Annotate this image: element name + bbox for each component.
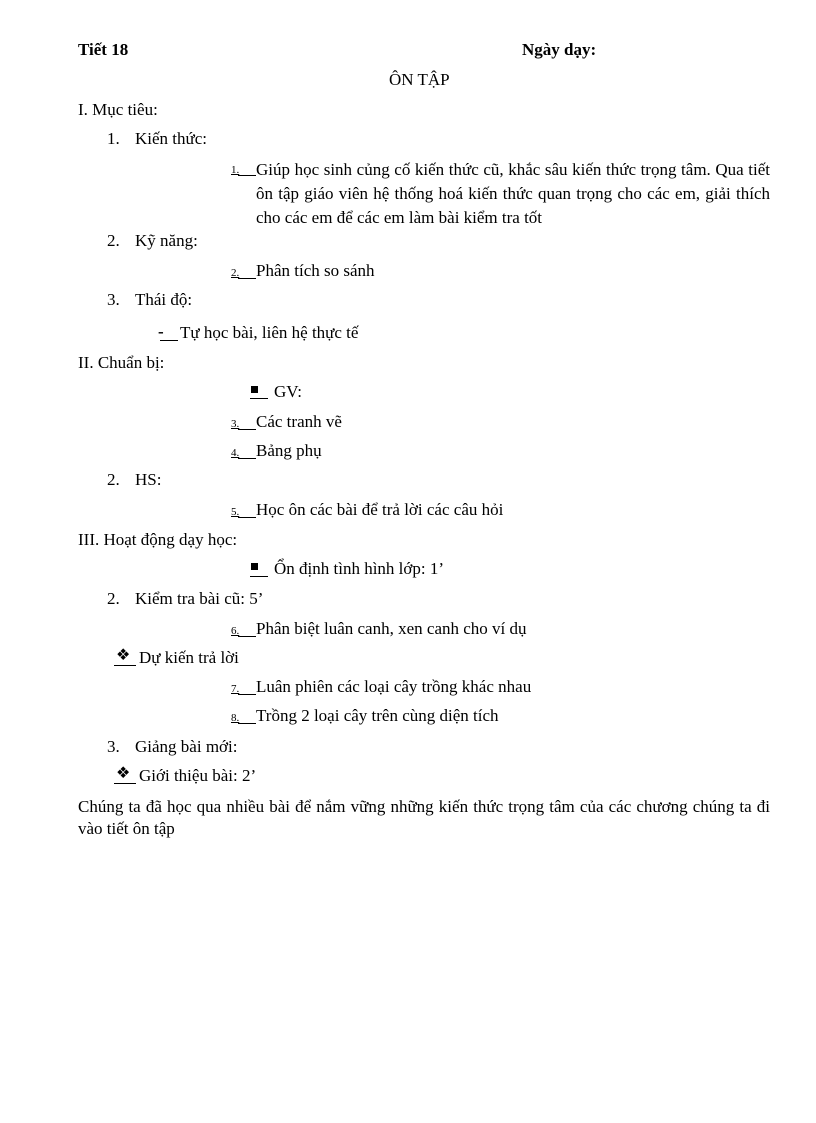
- date-label: Ngày dạy:: [522, 40, 597, 59]
- hs-item-text: Học ôn các bài để trả lời các câu hỏi: [256, 500, 504, 519]
- diamond-bullet-icon: ❖: [116, 763, 131, 782]
- list-number: 3.: [231, 418, 240, 430]
- list-dash: [238, 429, 256, 430]
- list-dash: [238, 458, 256, 459]
- list-number: 6.: [231, 625, 240, 637]
- list-dash: [238, 636, 256, 637]
- list-dash: [238, 278, 256, 279]
- list-number: 4.: [231, 447, 240, 459]
- diamond-bullet-icon: ❖: [116, 645, 131, 664]
- gv-item-text: Bảng phụ: [256, 441, 322, 460]
- list-number: 1.: [231, 164, 240, 176]
- expected-item-text: Luân phiên các loại cây trồng khác nhau: [256, 677, 532, 696]
- section-activities-heading: III. Hoạt động dạy học:: [78, 530, 238, 549]
- attitude-label: Thái độ:: [135, 290, 193, 309]
- page-title: ÔN TẬP: [389, 70, 450, 89]
- list-dash: [238, 175, 256, 176]
- expected-item-text: Trồng 2 loại cây trên cùng diện tích: [256, 706, 499, 725]
- list-dash: [250, 576, 268, 577]
- skills-label: Kỹ năng:: [135, 231, 198, 250]
- stabilize-text: Ổn định tình hình lớp: 1’: [274, 559, 445, 578]
- hs-number: 2.: [107, 470, 120, 489]
- intro-paragraph: Chúng ta đã học qua nhiều bài để nắm vững những kiến thức trọng tâm của các chương chúng ta đi vào tiết ôn tập: [78, 797, 770, 838]
- gv-item-text: Các tranh vẽ: [256, 412, 342, 431]
- list-number: 5.: [231, 506, 240, 518]
- intro-label: Giới thiệu bài: 2’: [139, 766, 257, 785]
- new-lesson-number: 3.: [107, 737, 120, 756]
- list-dash: [114, 665, 136, 666]
- list-dash: [238, 723, 256, 724]
- skills-item-text: Phân tích so sánh: [256, 261, 375, 280]
- knowledge-number: 1.: [107, 129, 120, 148]
- knowledge-item-text: Giúp học sinh củng cố kiến thức cũ, khắc sâu kiến thức trọng tâm. Qua tiết ôn tập giáo viên hệ thống hoá kiến thức quan trọng cho các em, giải thích cho các em để các em làm bài kiểm tra tốt: [256, 160, 770, 227]
- review-item-text: Phân biệt luân canh, xen canh cho ví dụ: [256, 619, 527, 638]
- list-number: 2.: [231, 267, 240, 279]
- gv-label: GV:: [274, 382, 303, 401]
- hs-label: HS:: [135, 470, 162, 489]
- list-dash: [114, 783, 136, 784]
- attitude-number: 3.: [107, 290, 120, 309]
- list-number: 7.: [231, 683, 240, 695]
- lesson-number: Tiết 18: [78, 40, 129, 59]
- list-number: 8.: [231, 712, 240, 724]
- skills-number: 2.: [107, 231, 120, 250]
- attitude-item-text: Tự học bài, liên hệ thực tế: [180, 323, 359, 342]
- dash-bullet: -: [158, 322, 164, 341]
- square-bullet-icon: [251, 560, 259, 580]
- list-dash: [250, 398, 268, 399]
- section-objectives-heading: I. Mục tiêu:: [78, 100, 158, 119]
- square-bullet-icon: [251, 383, 259, 403]
- list-dash: [238, 694, 256, 695]
- new-lesson-label: Giảng bài mới:: [135, 737, 238, 756]
- knowledge-label: Kiến thức:: [135, 129, 208, 148]
- list-dash: [238, 517, 256, 518]
- review-number: 2.: [107, 589, 120, 608]
- list-dash: [160, 340, 178, 341]
- expected-answer-label: Dự kiến trả lời: [139, 648, 239, 667]
- review-label: Kiểm tra bài cũ: 5’: [135, 589, 264, 608]
- section-preparation-heading: II. Chuẩn bị:: [78, 353, 165, 372]
